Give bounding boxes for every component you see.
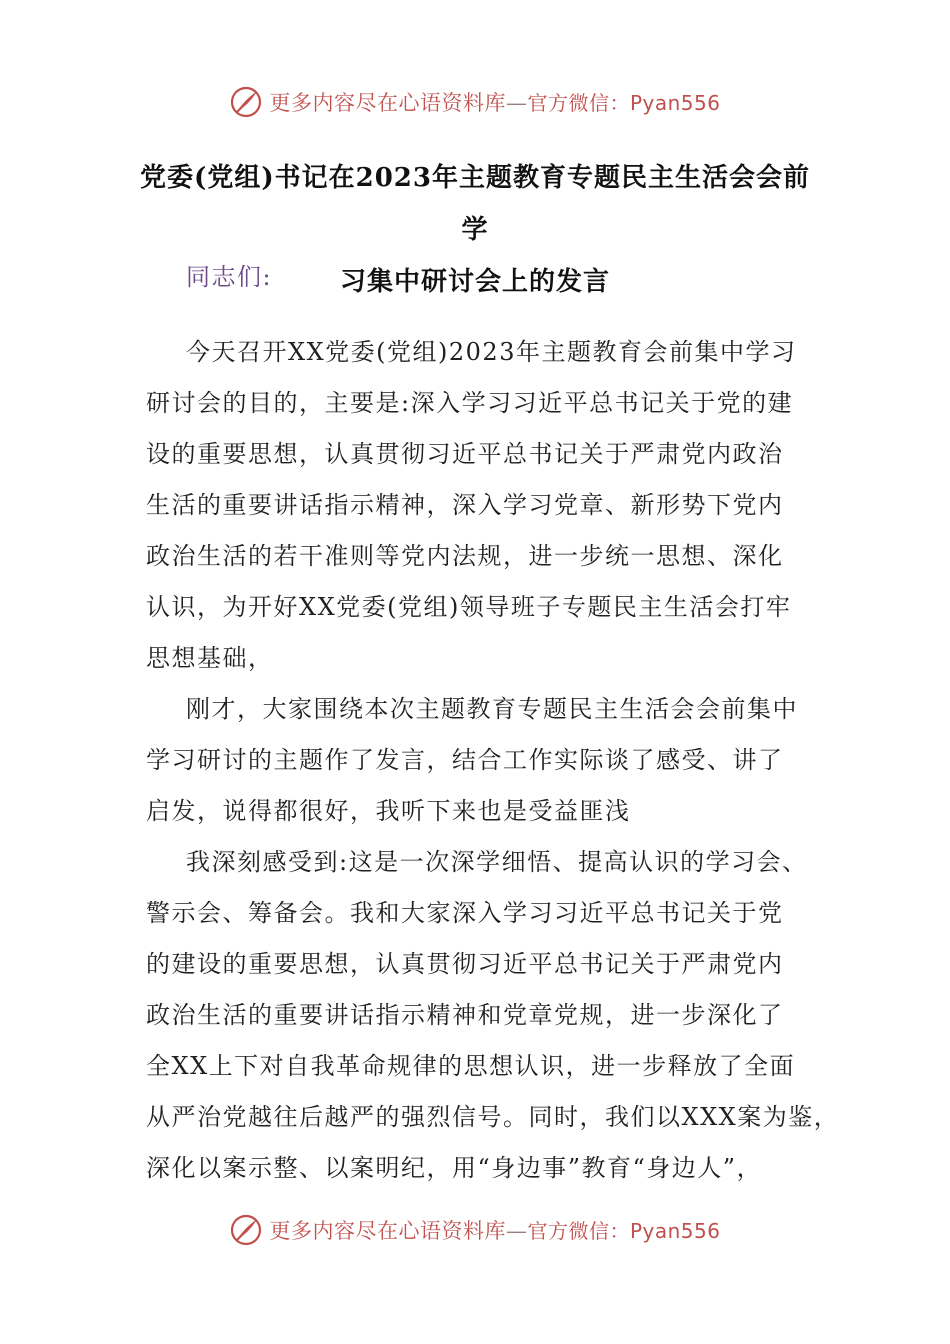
greeting: 同志们: [186,263,273,291]
text-line: 政治生活的重要讲话指示精神和党章党规，进一步深化了 [146,1001,784,1029]
text-line: 设的重要思想，认真贯彻习近平总书记关于严肃党内政治 [146,440,784,468]
text-line: 启发，说得都很好，我听下来也是受益匪浅 [146,797,631,825]
document-body [146,252,840,1194]
text-line: 深化以案示整、以案明纪，用“身边事”教育“身边人”， [146,1154,763,1182]
banner-text: 更多内容尽在心语资料库—官方微信：Pyan556 [269,91,721,115]
title-line-1: 党委(党组)书记在2023年主题教育专题民主生活会会前学 [140,163,810,245]
text-line: 全XX上下对自我革命规律的思想认识，进一步释放了全面 [146,1052,796,1080]
text-line: 认识，为开好XX党委(党组)领导班子专题民主生活会打牢 [146,593,792,621]
text-line: 的建设的重要思想，认真贯彻习近平总书记关于严肃党内 [146,950,784,978]
text-line: 从严治党越往后越严的强烈信号。同时，我们以XXX案为鉴， [146,1103,840,1131]
text-line: 生活的重要讲话指示精神，深入学习党章、新形势下党内 [146,491,784,519]
paragraph-1 [146,327,826,684]
text-line: 政治生活的若干准则等党内法规，进一步统一思想、深化 [146,542,784,570]
footer-watermark-banner [0,1210,950,1250]
text-line: 我深刻感受到:这是一次深学细悟、提高认识的学习会、 [186,848,808,876]
text-line: 思想基础， [146,644,274,672]
paragraph-3 [146,837,840,1194]
text-line: 今天召开XX党委(党组)2023年主题教育会前集中学习 [186,338,797,366]
quill-logo-icon [229,85,263,119]
header-watermark-banner [0,82,950,122]
text-line: 研讨会的目的，主要是:深入学习习近平总书记关于党的建 [146,389,794,417]
banner-text: 更多内容尽在心语资料库—官方微信：Pyan556 [269,1219,721,1243]
paragraph-2 [146,684,826,837]
text-line: 学习研讨的主题作了发言，结合工作实际谈了感受、讲了 [146,746,784,774]
title-line-2: 习集中研讨会上的发言 [339,267,610,297]
text-line: 刚才，大家围绕本次主题教育专题民主生活会会前集中 [186,695,798,723]
text-line: 警示会、筹备会。我和大家深入学习习近平总书记关于党 [146,899,784,927]
quill-logo-icon [229,1213,263,1247]
